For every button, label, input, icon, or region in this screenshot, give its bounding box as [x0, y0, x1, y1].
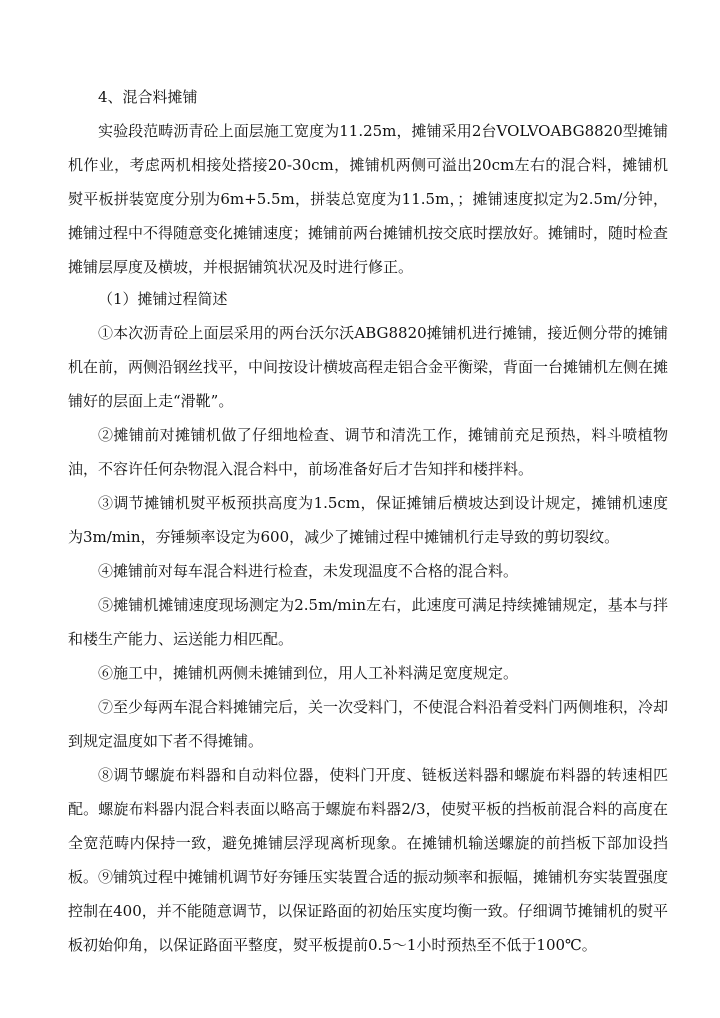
list-item-8: ⑧调节螺旋布料器和自动料位器，使料门开度、链板送料器和螺旋布料器的转速相匹配。螺旋布料器内混合料表面以略高于螺旋布料器2/3，使熨平板的挡板前混合料的高度在全宽范畴内保持一致，避免摊铺层浮现离析现象。在摊铺机输送螺旋的前挡板下部加设挡板。: [68, 766, 668, 886]
list-item-9: ⑨铺筑过程中摊铺机调节好夯锤压实装置合适的振动频率和振幅，摊铺机夯实装置强度控制在400，并不能随意调节，以保证路面的初始压实度均衡一致。仔细调节摊铺机的熨平板初始仰角，以保证路面平整度，熨平板提前0.5～1小时预热至不低于100℃。: [68, 868, 669, 954]
sub-heading: （1）摊铺过程简述: [98, 290, 228, 308]
list-item-1: ①本次沥青砼上面层采用的两台沃尔沃ABG8820摊铺机进行摊铺，接近侧分带的摊铺机在前，两侧沿钢丝找平，中间按设计横坡高程走铝合金平衡梁，背面一台摊铺机左侧在摊铺好的层面上走“滑靴”。: [68, 324, 669, 410]
list-item-5: ⑤摊铺机摊铺速度现场测定为2.5m/min左右，此速度可满足持续摊铺规定，基本与拌和楼生产能力、运送能力相匹配。: [68, 596, 668, 648]
list-item-3: ③调节摊铺机熨平板预拱高度为1.5cm，保证摊铺后横坡达到设计规定，摊铺机速度为3m/min，夯锤频率设定为600，减少了摊铺过程中摊铺机行走导致的剪切裂纹。: [68, 494, 668, 546]
list-item-6: ⑥施工中，摊铺机两侧未摊铺到位，用人工补料满足宽度规定。: [98, 664, 519, 682]
list-item-7: ⑦至少每两车混合料摊铺完后，关一次受料门，不使混合料沿着受料门两侧堆积，冷却到规定温度如下者不得摊铺。: [68, 698, 669, 750]
list-item-2: ②摊铺前对摊铺机做了仔细地检查、调节和清洗工作，摊铺前充足预热，料斗喷植物油，不容许任何杂物混入混合料中，前场准备好后才告知拌和楼拌料。: [68, 426, 668, 478]
intro-paragraph: 实验段范畴沥青砼上面层施工宽度为11.25m，摊铺采用2台VOLVOABG8820型摊铺机作业，考虑两机相接处搭接20-30cm，摊铺机两侧可溢出20cm左右的混合料，摊铺机熨平板拼装宽度分别为6m+5.5m，拼装总宽度为11.5m，；摊铺速度拟定为2.5m/分钟，摊铺过程中不得随意变化摊铺速度；摊铺前两台摊铺机按交底时摆放好。摊铺时，随时检查摊铺层厚度及横坡，并根据铺筑状况及时进行修正。: [68, 122, 669, 276]
list-item-4: ④摊铺前对每车混合料进行检查，未发现温度不合格的混合料。: [98, 562, 519, 580]
section-heading: 4、混合料摊铺: [98, 88, 198, 106]
